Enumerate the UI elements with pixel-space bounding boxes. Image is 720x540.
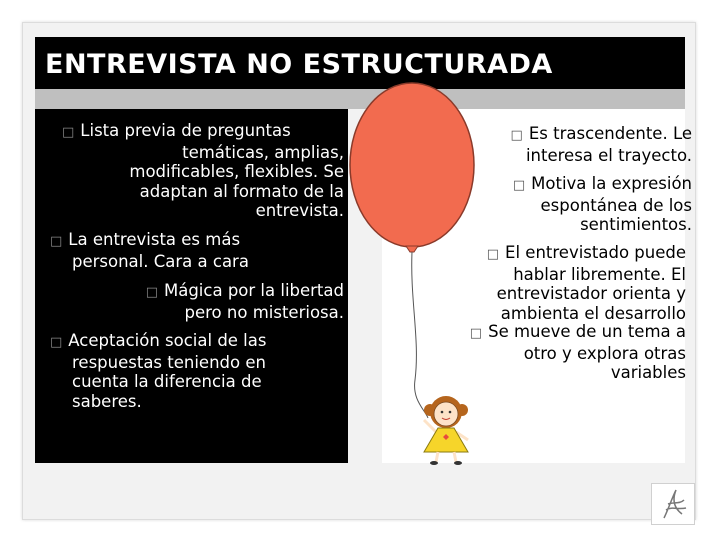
- right-item-4: □ Se mueve de un tema a otro y explora otras variables: [469, 322, 686, 382]
- square-bullet-icon: □: [145, 285, 158, 300]
- balloon-icon: [350, 83, 474, 247]
- square-bullet-icon: □: [50, 335, 63, 350]
- square-bullet-icon: □: [469, 326, 483, 341]
- square-bullet-icon: □: [62, 125, 75, 140]
- slide-title: ENTREVISTA NO ESTRUCTURADA: [45, 49, 553, 80]
- square-bullet-icon: □: [50, 234, 63, 249]
- square-bullet-icon: □: [486, 247, 500, 262]
- square-bullet-icon: □: [512, 178, 526, 193]
- girl-illustration: [424, 396, 468, 465]
- right-item-2: □ Motiva la expresión espontánea de los sentimientos.: [512, 174, 692, 234]
- left-item-4: □ Aceptación social de las respuestas teniendo en cuenta la diferencia de saberes.: [50, 331, 267, 411]
- signature-logo-icon: [652, 484, 694, 524]
- left-item-2: □ La entrevista es más personal. Cara a cara: [50, 230, 249, 271]
- right-item-3: □ El entrevistado puede hablar libremente. El entrevistador orienta y ambienta el desarrollo: [486, 243, 686, 323]
- signature-logo: [651, 483, 695, 525]
- left-item-1: □ Lista previa de preguntas temáticas, amplias, modificables, flexibles. Se adaptan al formato de la entrevista.: [62, 121, 344, 220]
- left-item-3: □ Mágica por la libertad pero no misteriosa.: [145, 281, 344, 322]
- square-bullet-icon: □: [510, 128, 523, 143]
- right-item-1: □ Es trascendente. Le interesa el trayecto.: [510, 124, 692, 165]
